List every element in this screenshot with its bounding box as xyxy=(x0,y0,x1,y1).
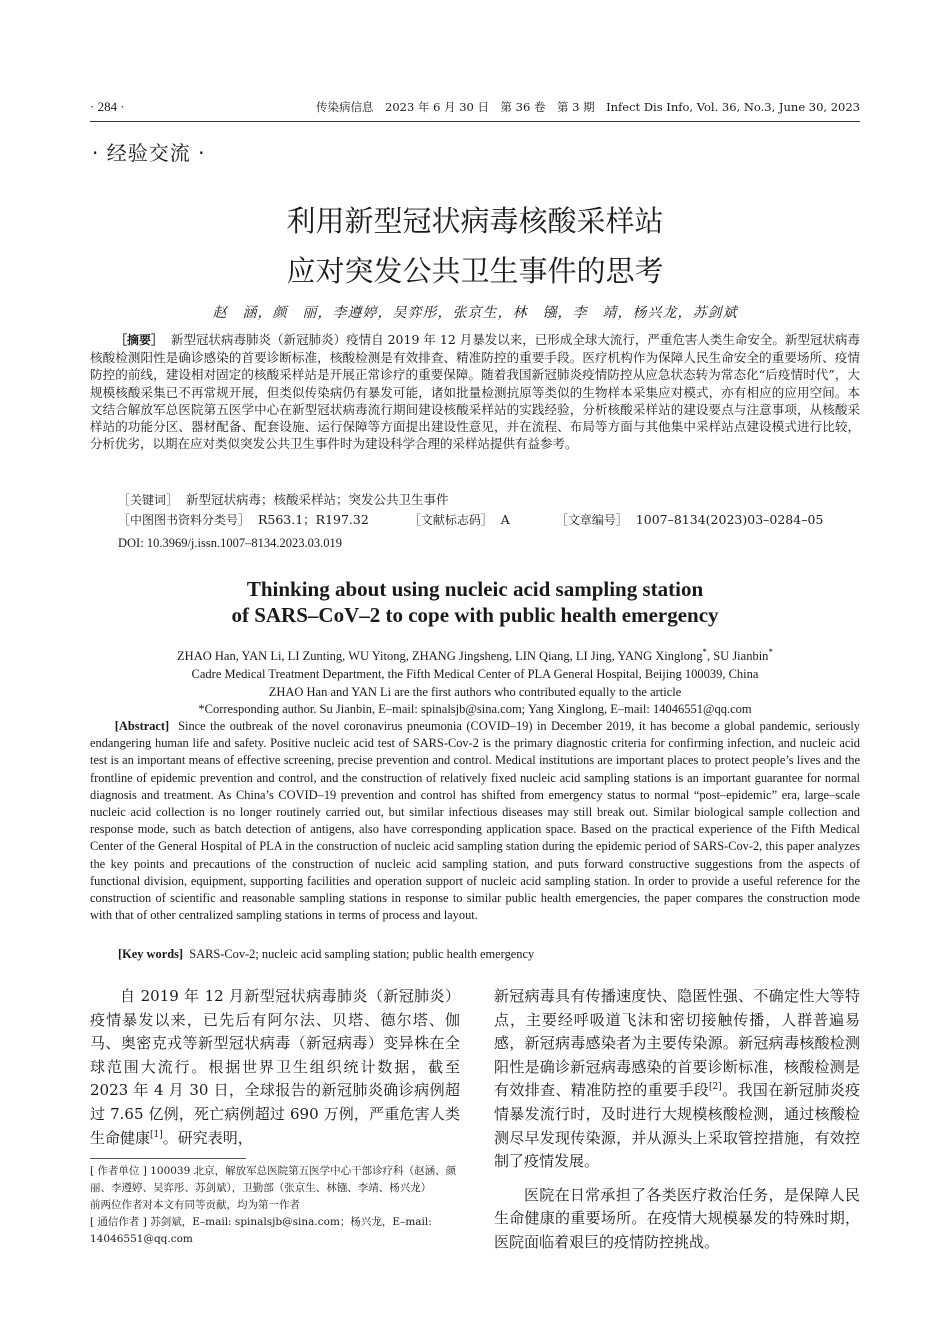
citation-ref: [2] xyxy=(709,1082,722,1093)
doc-code-value: A xyxy=(500,512,510,527)
footnotes xyxy=(90,1163,466,1248)
english-author-names: ZHAO Han, YAN Li, LI Zunting, WU Yitong, ZHANG Jingsheng, LIN Qiang, LI Jing, YANG Xinglong xyxy=(177,649,703,663)
chinese-abstract-text: 新型冠状病毒肺炎（新冠肺炎）疫情自 2019 年 12 月暴发以来，已形成全球大流行，严重危害人类生命安全。新型冠状病毒核酸检测阳性是确诊感染的首要诊断标准，核酸检测是有效排查、精准防控的重要手段。医疗机构作为保障人民生命安全的重要场所、疫情防控的前线，建设相对固定的核酸采样站是开展正常诊疗的重要保障。随着我国新冠肺炎疫情防控从应急状态转为常态化“后疫情时代”，大规模核酸采集已不再常规开展，但类似传染病仍有暴发可能，诸如批量检测抗原等类似的生物样本采集应对模式，亦有相应的应用空间。本文结合解放军总医院第五医学中心在新型冠状病毒流行期间建设核酸采样站的实践经验，分析核酸采样站的建设要点与注意事项，从核酸采样站的功能分区、器材配备、配套设施、运行保障等方面提出建设性意见，并在流程、布局等方面与其他集中采样站点建设模式进行比较，分析优劣，以期在应对类似突发公共卫生事件时为建设科学合理的采样站提供有益参考。 xyxy=(90,332,860,452)
english-last-author: , SU Jianbin xyxy=(706,649,769,663)
english-authors xyxy=(0,648,950,665)
english-affiliation: Cadre Medical Treatment Department, the Fifth Medical Center of PLA General Hospital, Beijing 100039, China xyxy=(191,667,759,681)
footnote-rule xyxy=(90,1158,246,1159)
english-abstract-text: Since the outbreak of the novel coronavirus pneumonia (COVID–19) in December 2019, it has become a global pandemic, seriously endangering human life and safety. Positive nucleic acid test of SARS-Cov-2 is the primary diagnostic criteria for confirming infection, and nucleic acid test is an important means of effective screening, precise prevention and control. Medical institutions are important places to protect people’s lives and the frontline of epidemic prevention and control, and the construction of relatively fixed nucleic acid sampling stations is an important guarantee for normal diagnosis and treatment. As China’s COVID–19 prevention and control has shifted from emergency status to normal “post–epidemic” era, large–scale nucleic acid collection is no longer routinely carried out, but similar infectious diseases may still break out. Similar biological sample collection and response mode, such as batch detection of antigens, also have corresponding application space. Based on the practical experience of the Fifth Medical Center of the General Hospital of PLA in the construction of nucleic acid sampling station during the epidemic period of SARS-Cov-2, this paper analyzes the key points and precautions of the construction of nucleic acid sampling station, and puts forward constructive suggestions from the aspects of functional division, equipment, supporting facilities and operation support of nucleic acid sampling station. In order to provide a useful reference for the construction of scientific and reasonable sampling stations in response to similar public health emergencies, the paper compares the construction mode with that of other centralized sampling stations in terms of process and layout. xyxy=(90,719,860,923)
footnote-affiliation: [ 作者单位 ] 100039 北京，解放军总医院第五医学中心干部诊疗科（赵涵、颜丽、李遵婷、吴弈彤、苏剑斌），卫勤部（张京生、林镪、李靖、杨兴龙） xyxy=(90,1165,457,1194)
chinese-keywords xyxy=(118,491,448,509)
equal-contribution-note: ZHAO Han and YAN Li are the first authors who contributed equally to the article xyxy=(268,685,682,699)
body-text-tail: 。我国在新冠肺炎疫情暴发流行时，及时进行大规模核酸检测，通过核酸检测尽早发现传染源，并从源头上采取管控措施，有效控制了疫情发展。 xyxy=(494,1081,860,1171)
body-text-tail: 。研究表明， xyxy=(162,1128,253,1147)
chinese-keywords-label: ［关键词］ xyxy=(118,493,179,507)
english-abstract-label: [Abstract] xyxy=(114,719,170,733)
header-rule xyxy=(90,121,860,122)
footnote-corresponding: [ 通信作者 ] 苏剑斌，E–mail: spinalsjb@sina.com；杨兴龙，E–mail: 14046551@qq.com xyxy=(90,1216,432,1245)
chinese-title-line-2: 应对突发公共卫生事件的思考 xyxy=(286,254,664,288)
citation-ref: [1] xyxy=(150,1129,163,1140)
article-id-value: 1007–8134(2023)03–0284–05 xyxy=(635,512,824,527)
footnote-equal-contribution: 前两位作者对本文有同等贡献，均为第一作者 xyxy=(90,1199,300,1211)
body-text: 自 2019 年 12 月新型冠状病毒肺炎（新冠肺炎）疫情暴发以来，已先后有阿尔法、贝塔、德尔塔、伽马、奥密克戎等新型冠状病毒（新冠病毒）变异株在全球范围大流行。根据世界卫生组织统计数据，截至 2023 年 4 月 30 日，全球报告的新冠肺炎确诊病例超过 7.65 亿例，死亡病例超过 690 万例，严重危害人类生命健康 xyxy=(90,987,460,1147)
body-text: 新冠病毒具有传播速度快、隐匿性强、不确定性大等特点，主要经呼吸道飞沫和密切接触传播，人群普遍易感，新冠病毒感染者为主要传染源。新冠病毒核酸检测阳性是确诊新冠病毒感染的首要诊断标准，核酸检测是有效排查、精准防控的重要手段 xyxy=(494,987,860,1100)
page-number: · 284 · xyxy=(90,99,125,114)
chinese-title xyxy=(0,196,950,296)
journal-citation-line: 传染病信息 2023 年 6 月 30 日 第 36 卷 第 3 期 Infect Dis Info, Vol. 36, No.3, June 30, 2023 xyxy=(316,100,860,114)
corresponding-mark-1: * xyxy=(702,646,707,657)
doc-code-label: ［文献标志码］ xyxy=(408,513,493,527)
running-header xyxy=(90,98,860,116)
chinese-abstract-label: ［摘要］ xyxy=(115,333,164,347)
column-label: · 经验交流 · xyxy=(92,141,206,165)
body-right-column xyxy=(494,985,860,1255)
english-abstract xyxy=(90,718,860,924)
classification-row xyxy=(118,511,823,529)
body-paragraph: 医院在日常承担了各类医疗救治任务，是保障人民生命健康的重要场所。在疫情大规模暴发的特殊时期，医院面临着艰巨的疫情防控挑战。 xyxy=(494,1185,860,1251)
english-keywords-text: SARS-Cov-2; nucleic acid sampling station; public health emergency xyxy=(189,947,535,961)
corresponding-mark-2: * xyxy=(768,646,773,657)
chinese-abstract xyxy=(90,331,860,452)
english-title-line-2: of SARS–CoV–2 to cope with public health emergency xyxy=(231,603,719,627)
chinese-title-line-1: 利用新型冠状病毒核酸采样站 xyxy=(286,204,664,238)
body-paragraph xyxy=(494,985,860,1174)
chinese-authors: 赵 涵，颜 丽，李遵婷，吴弈彤，张京生，林 镪，李 靖，杨兴龙，苏剑斌 xyxy=(212,305,738,321)
article-id-label: ［文章编号］ xyxy=(555,513,628,527)
clc-value: R563.1；R197.32 xyxy=(257,512,369,527)
english-title xyxy=(0,576,950,628)
doi: DOI: 10.3969/j.issn.1007–8134.2023.03.019 xyxy=(118,536,342,550)
body-paragraph xyxy=(90,985,460,1150)
clc-label: ［中图图书资料分类号］ xyxy=(118,513,251,527)
english-keywords xyxy=(118,945,534,963)
body-left-column xyxy=(90,985,460,1150)
chinese-keywords-text: 新型冠状病毒；核酸采样站；突发公共卫生事件 xyxy=(185,492,449,507)
english-keywords-label: [Key words] xyxy=(118,947,184,961)
corresponding-author-note: *Corresponding author. Su Jianbin, E–mail: spinalsjb@sina.com; Yang Xinglong, E–mail: 14046551@qq.com xyxy=(198,702,752,716)
english-title-line-1: Thinking about using nucleic acid sampling station xyxy=(246,577,704,601)
